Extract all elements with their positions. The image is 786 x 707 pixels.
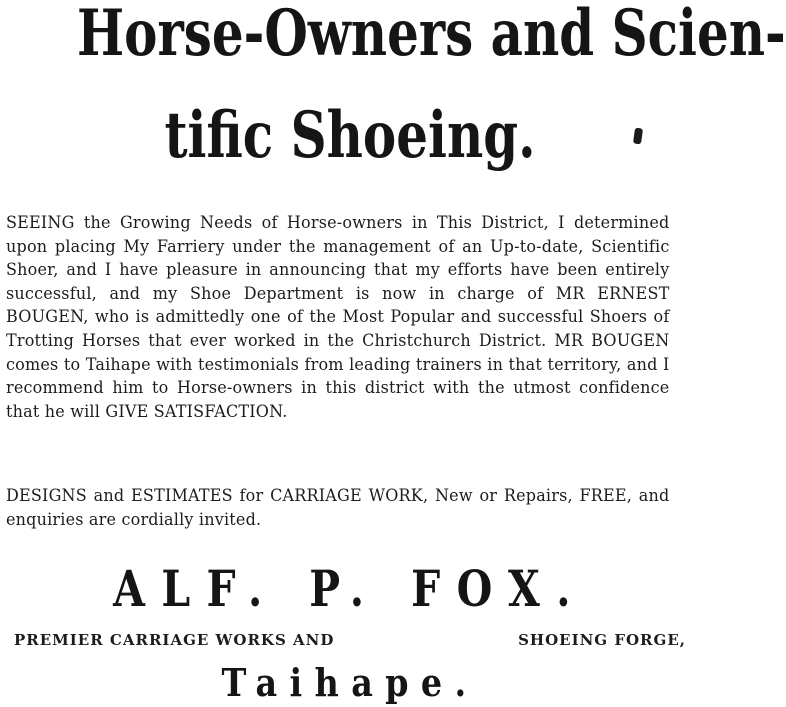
signature-name: ALF. P. FOX. <box>113 559 587 618</box>
business-tagline-part-1: PREMIER CARRIAGE WORKS AND <box>14 631 335 649</box>
business-tagline <box>14 633 686 648</box>
ink-blot-mark <box>633 128 643 145</box>
business-tagline-part-2: SHOEING FORGE, <box>518 631 686 649</box>
town-name: Taihape. <box>221 660 479 705</box>
headline-line-2: tific Shoeing. <box>164 98 536 173</box>
headline-line-1: Horse-Owners and Scien- <box>77 0 786 71</box>
body-paragraph-2: DESIGNS and ESTIMATES for CARRIAGE WORK, New or Repairs, FREE, and enquiries are cordially invited. <box>6 486 670 529</box>
body-paragraph-1: SEEING the Growing Needs of Horse-owners in This District, I determined upon placing My Farriery under the management of an Up-to-date, Scientific Shoer, and I have pleasure in announcing that my efforts have been entirely successful, and my Shoe Department is now in charge of MR ERNEST BOUGEN, who is admittedly one of the Most Popular and successful Shoers of Trotting Horses that ever worked in the Christchurch District. MR BOUGEN comes to Taihape with testimonials from leading trainers in that territory, and I recommend him to Horse-owners in this district with the utmost confidence that he will GIVE SATISFACTION. <box>6 213 670 421</box>
